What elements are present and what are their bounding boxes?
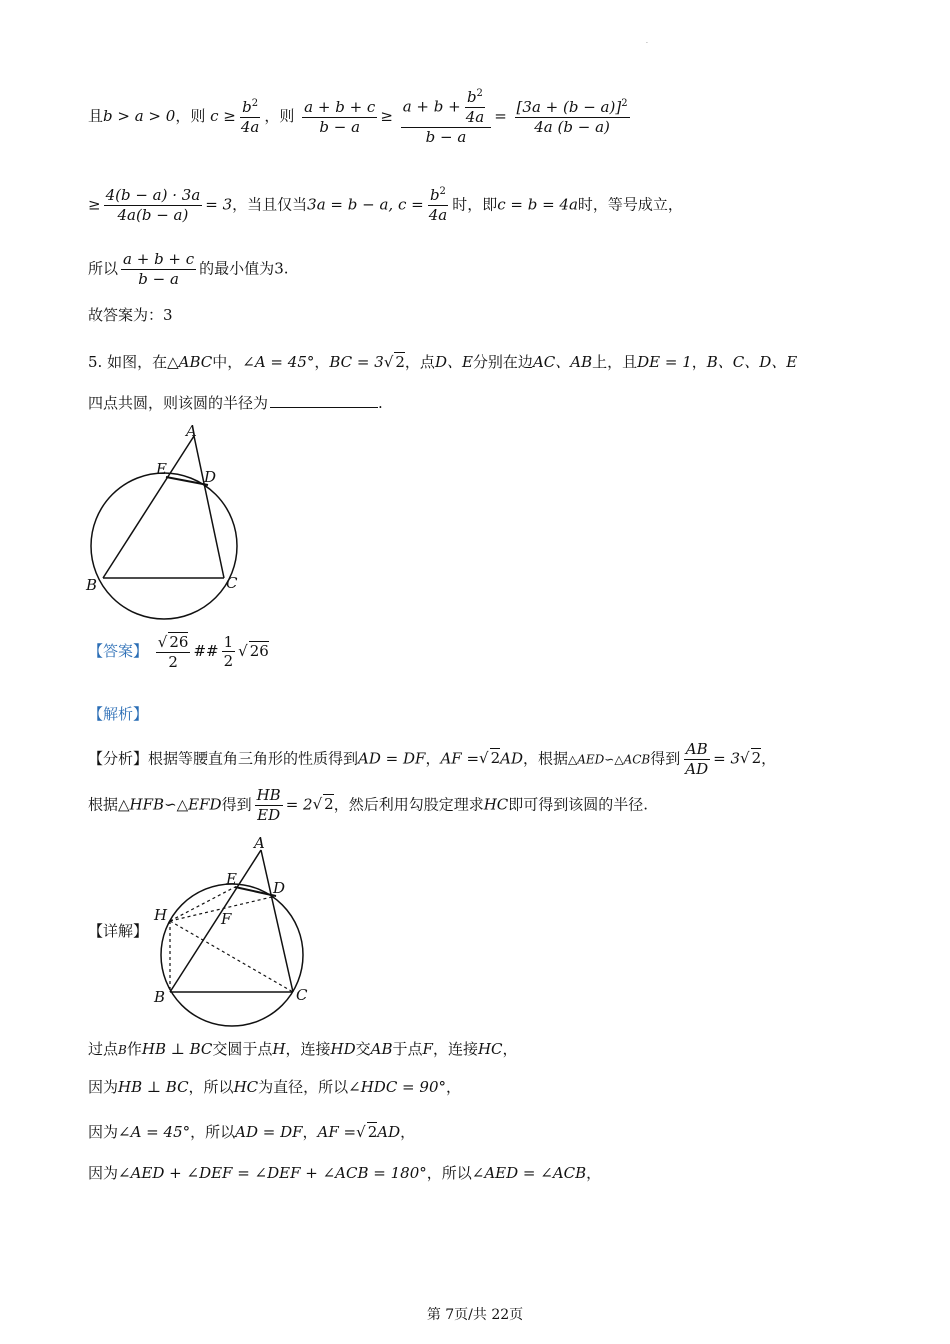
text: 所以 xyxy=(88,259,119,278)
math: AD = DF xyxy=(235,1123,303,1141)
text: . xyxy=(378,394,383,412)
answer-line xyxy=(88,632,269,672)
den: 4a xyxy=(428,205,448,224)
label-c: C xyxy=(226,574,238,592)
num-pre: a + b + xyxy=(402,97,461,116)
text: ，所以 xyxy=(188,1078,234,1096)
radicand: 2 xyxy=(395,353,405,371)
step-1 xyxy=(88,1040,518,1058)
math: = 3 xyxy=(713,749,741,768)
answer-fraction-2 xyxy=(222,633,236,672)
radical: √ 2 xyxy=(740,749,762,768)
math: HB ⊥ BC xyxy=(118,1078,189,1096)
math: △HFB∽△EFD xyxy=(118,795,222,814)
analysis-line-2 xyxy=(88,786,648,825)
geq: ≥ xyxy=(380,107,393,126)
step-4 xyxy=(88,1164,601,1182)
math: △ABC xyxy=(167,353,213,371)
math: ∠A = 45° xyxy=(118,1123,191,1141)
text: 时，等号成立， xyxy=(577,195,683,214)
math: c ≥ xyxy=(210,107,236,126)
den: AD xyxy=(685,759,709,778)
exp: 2 xyxy=(476,88,483,99)
math: ∠A = 45° xyxy=(242,353,315,371)
text: 交圆于点 xyxy=(212,1040,273,1058)
math: 3a = b − a, c = xyxy=(307,195,424,214)
radicand: 2 xyxy=(367,1123,378,1141)
math: AC、AB xyxy=(532,353,593,371)
circle xyxy=(161,884,303,1026)
math: △AED∽△ACB xyxy=(568,752,651,767)
radical: √ 2 xyxy=(356,1123,378,1141)
label-e: E xyxy=(226,870,237,888)
text: 且 xyxy=(88,107,104,126)
radicand: 26 xyxy=(249,641,269,660)
line-4 xyxy=(88,306,173,324)
label-c: C xyxy=(296,986,308,1004)
math: F xyxy=(422,1040,433,1058)
radicand: 2 xyxy=(324,795,334,814)
num: HB xyxy=(256,786,281,804)
text: ，所以 xyxy=(190,1123,236,1141)
math: c = b = 4a xyxy=(497,195,578,214)
answer-tag: 【答案】 xyxy=(88,641,149,660)
side-ab xyxy=(103,436,194,578)
side-ac xyxy=(261,850,293,992)
fraction-mid xyxy=(401,88,492,146)
math: AF = xyxy=(317,1123,357,1141)
math: = 2 xyxy=(285,795,313,814)
math: AD xyxy=(500,749,523,768)
exp: 2 xyxy=(439,186,446,197)
math: H xyxy=(272,1040,286,1058)
text: 根据等腰直角三角形的性质得到 xyxy=(148,749,359,768)
label-d: D xyxy=(273,879,286,897)
math: AD xyxy=(377,1123,401,1141)
value: 3 xyxy=(163,306,173,324)
text: ， xyxy=(502,1040,518,1058)
math: AD = DF xyxy=(358,749,426,768)
figure-2 xyxy=(148,832,318,1032)
den: ED xyxy=(257,805,281,824)
text: ，连接 xyxy=(285,1040,331,1058)
math: ∠AED + ∠DEF = ∠DEF + ∠ACB = 180° xyxy=(118,1164,427,1182)
text: 四点共圆，则该圆的半径为 xyxy=(88,394,269,412)
text: 分别在边 xyxy=(472,353,533,371)
segment-hc xyxy=(170,921,293,992)
answer-blank xyxy=(270,407,378,408)
text: ， xyxy=(761,749,777,768)
text: . xyxy=(283,259,289,278)
math: B、C、D、E xyxy=(706,353,798,371)
fraction xyxy=(683,740,710,779)
eq: = xyxy=(494,107,507,126)
radicand: 26 xyxy=(169,633,189,651)
math: DE = 1 xyxy=(637,353,692,371)
math: ∠HDC = 90° xyxy=(348,1078,446,1096)
num: b xyxy=(242,97,252,116)
text: ， xyxy=(586,1164,602,1182)
text: 作 xyxy=(126,1040,142,1058)
text: 于点 xyxy=(392,1040,423,1058)
label-a: A xyxy=(254,834,265,852)
label-b: B xyxy=(154,988,166,1006)
num: 1 xyxy=(223,632,234,651)
geq: ≥ xyxy=(88,195,101,214)
radical: √ 2 xyxy=(312,795,334,814)
text: 中， xyxy=(212,353,243,371)
text: ，则 xyxy=(175,107,206,126)
text: 5. 如图，在 xyxy=(88,353,168,371)
text: ，根据 xyxy=(523,749,569,768)
den: 2 xyxy=(223,652,234,671)
text: 为直径，所以 xyxy=(258,1078,349,1096)
page-footer: 第 7页/共 22页 xyxy=(426,1307,524,1323)
text: ，则 xyxy=(264,107,295,126)
side-ac xyxy=(194,436,224,578)
text: ， xyxy=(302,1123,318,1141)
text: 的最小值为 xyxy=(199,259,275,278)
top-dot: . xyxy=(646,38,648,45)
problem-5-line-1 xyxy=(88,352,797,371)
label-d: D xyxy=(204,468,217,486)
inner-fraction xyxy=(464,88,487,127)
den: 2 xyxy=(168,652,178,671)
text: 过点 xyxy=(88,1040,119,1058)
text: 故答案为： xyxy=(88,306,164,324)
value: 3 xyxy=(274,259,284,278)
den: 4a (b − a) xyxy=(534,117,610,136)
fraction xyxy=(121,250,196,289)
den: 4a xyxy=(465,107,485,126)
text: ，当且仅当 xyxy=(232,195,308,214)
math: b > a > 0 xyxy=(103,107,176,126)
math: ∠AED = ∠ACB xyxy=(471,1164,587,1182)
segment-de xyxy=(166,477,208,485)
line-2 xyxy=(88,186,683,225)
fraction xyxy=(239,98,262,137)
text: 即可得到该圆的半径. xyxy=(508,795,649,814)
radicand: 2 xyxy=(490,749,501,768)
label-b: B xyxy=(86,576,98,594)
exp: 2 xyxy=(621,97,628,109)
math: HC xyxy=(233,1078,259,1096)
text: 根据 xyxy=(88,795,119,814)
math: HC xyxy=(477,1040,503,1058)
math: BC = 3 xyxy=(329,353,384,371)
math: = 3 xyxy=(205,195,233,214)
label-h: H xyxy=(154,906,168,924)
label-e: E xyxy=(156,460,167,478)
num: a + b + c xyxy=(123,250,195,268)
num: 4(b − a) · 3a xyxy=(105,186,201,204)
num: AB xyxy=(685,740,708,758)
side-ab xyxy=(170,850,261,992)
text: ，所以 xyxy=(426,1164,472,1182)
den: 4a xyxy=(240,117,260,136)
num: [3a + (b − a)] xyxy=(516,97,622,116)
math: HB ⊥ BC xyxy=(141,1040,213,1058)
text: ，点 xyxy=(404,353,435,371)
exp: 2 xyxy=(251,97,259,109)
step-3 xyxy=(88,1122,415,1141)
label-a: A xyxy=(186,422,197,440)
text: ， xyxy=(446,1078,462,1096)
den: 4a(b − a) xyxy=(117,205,189,224)
text: ，连接 xyxy=(432,1040,478,1058)
den: b − a xyxy=(319,117,361,136)
num: b xyxy=(429,186,440,204)
figure-1 xyxy=(80,420,255,620)
text: 得到 xyxy=(650,749,681,768)
analysis-tag: 【解析】 xyxy=(88,705,149,723)
problem-5-line-2 xyxy=(88,394,383,412)
text: 因为 xyxy=(88,1123,119,1141)
math: HD xyxy=(330,1040,356,1058)
math: AB xyxy=(370,1040,393,1058)
text: ， xyxy=(314,353,330,371)
text: 得到 xyxy=(221,795,252,814)
detail-tag: 【详解】 xyxy=(88,922,149,940)
text: ， xyxy=(425,749,441,768)
fraction-lhs xyxy=(302,98,377,137)
math: B xyxy=(118,1043,127,1057)
radical: √ 2 xyxy=(479,749,501,768)
radical: √ 2 xyxy=(383,353,405,371)
math: AF = xyxy=(440,749,480,768)
text: ， xyxy=(400,1123,416,1141)
fraction xyxy=(255,786,283,825)
den: b − a xyxy=(138,269,179,288)
text: ，然后利用勾股定理求 xyxy=(333,795,484,814)
radicand: 2 xyxy=(751,749,762,768)
circle xyxy=(91,473,237,619)
text: 上，且 xyxy=(592,353,638,371)
fraction xyxy=(104,186,203,225)
text: 因为 xyxy=(88,1164,119,1182)
analysis-line-1 xyxy=(88,740,776,779)
num: b xyxy=(466,88,477,106)
fraction-rhs xyxy=(515,98,630,137)
text: 时，即 xyxy=(452,195,498,214)
den: b − a xyxy=(425,127,467,146)
answer-fraction: $\frac{√ 26}{2}$ xyxy=(157,633,189,671)
text: 交 xyxy=(355,1040,371,1058)
text: 【分析】 xyxy=(88,749,149,768)
label-f: F xyxy=(221,910,232,928)
math: HC xyxy=(483,795,509,814)
math: D、E xyxy=(434,353,473,371)
num: a + b + c xyxy=(304,97,376,116)
fraction xyxy=(427,186,450,225)
text: 因为 xyxy=(88,1078,119,1096)
text: ， xyxy=(691,353,707,371)
line-3 xyxy=(88,250,289,289)
separator: ## xyxy=(193,641,219,660)
radical: √ 26 xyxy=(238,641,269,660)
line-1 xyxy=(88,88,633,146)
step-2 xyxy=(88,1078,461,1096)
